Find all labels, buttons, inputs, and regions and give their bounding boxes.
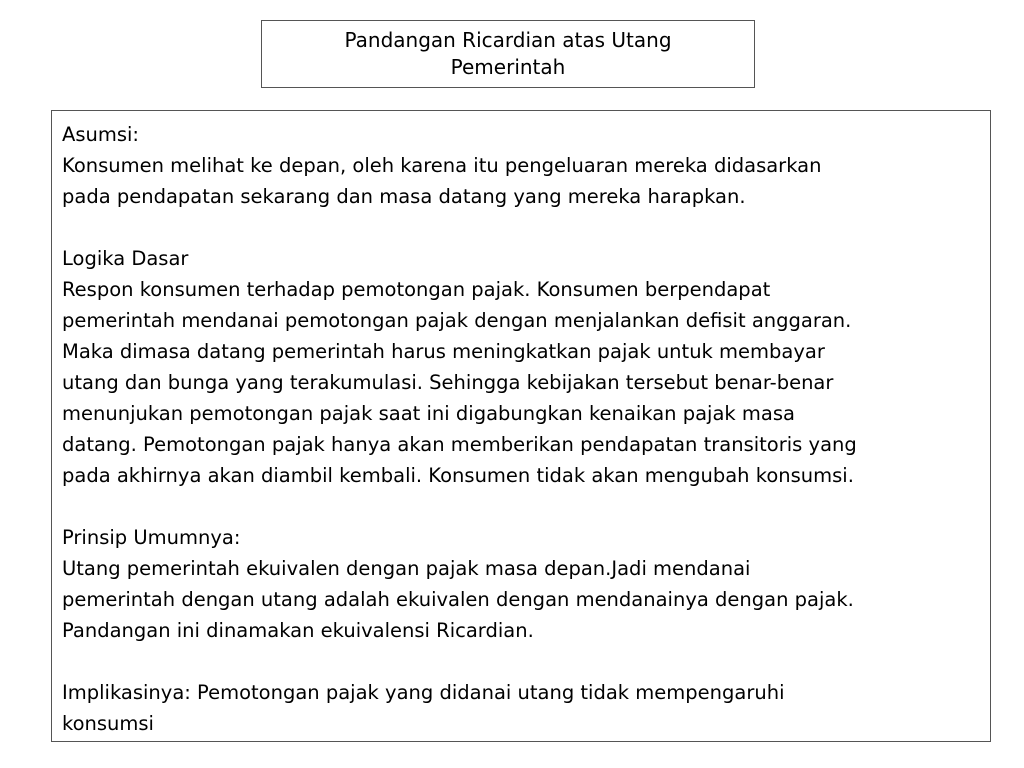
- section-implikasi: [62, 677, 982, 739]
- section-text-line: datang. Pemotongan pajak hanya akan memberikan pendapatan transitoris yang: [62, 433, 857, 456]
- section-text-line: pemerintah mendanai pemotongan pajak dengan menjalankan defisit anggaran.: [62, 309, 852, 332]
- section-text-line: Maka dimasa datang pemerintah harus meningkatkan pajak untuk membayar: [62, 340, 825, 363]
- section-text-line: Pandangan ini dinamakan ekuivalensi Ricardian.: [62, 619, 534, 642]
- section-heading: Prinsip Umumnya:: [62, 526, 241, 549]
- section-text-line: pemerintah dengan utang adalah ekuivalen dengan mendanainya dengan pajak.: [62, 588, 854, 611]
- slide-title: [308, 27, 708, 81]
- slide-title-box: [261, 20, 755, 88]
- section-text-line: Respon konsumen terhadap pemotongan pajak. Konsumen berpendapat: [62, 278, 771, 301]
- section-text-line: Implikasinya: Pemotongan pajak yang didanai utang tidak mempengaruhi: [62, 681, 785, 704]
- slide-title-line-1: Pandangan Ricardian atas Utang: [344, 28, 672, 52]
- section-text-line: utang dan bunga yang terakumulasi. Sehingga kebijakan tersebut benar-benar: [62, 371, 834, 394]
- section-text-line: pada pendapatan sekarang dan masa datang yang mereka harapkan.: [62, 185, 746, 208]
- section-text-line: menunjukan pemotongan pajak saat ini digabungkan kenaikan pajak masa: [62, 402, 795, 425]
- section-heading: Asumsi:: [62, 123, 140, 146]
- section-asumsi: [62, 119, 982, 212]
- section-text-line: pada akhirnya akan diambil kembali. Konsumen tidak akan mengubah konsumsi.: [62, 464, 854, 487]
- section-heading: Logika Dasar: [62, 247, 189, 270]
- section-text-line: Konsumen melihat ke depan, oleh karena itu pengeluaran mereka didasarkan: [62, 154, 822, 177]
- section-text-line: konsumsi: [62, 712, 154, 735]
- section-text-line: Utang pemerintah ekuivalen dengan pajak masa depan.Jadi mendanai: [62, 557, 751, 580]
- slide-content-box: [51, 110, 991, 742]
- section-prinsip-umumnya: [62, 522, 982, 646]
- section-logika-dasar: [62, 243, 982, 491]
- slide-title-line-2: Pemerintah: [450, 55, 566, 79]
